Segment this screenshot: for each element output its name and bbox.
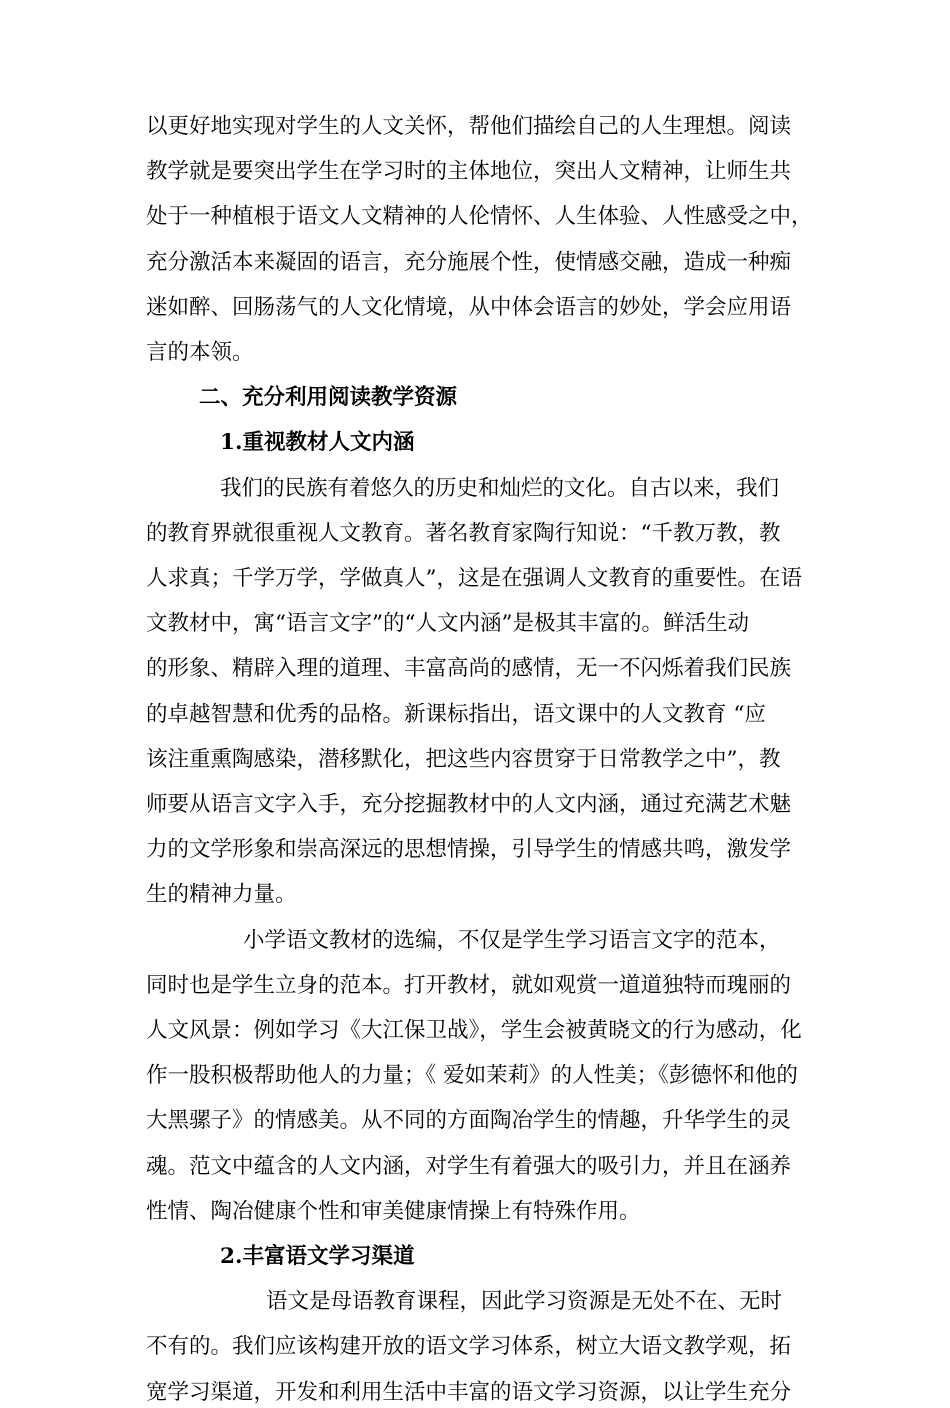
subsection-heading: 1.重视教材人文内涵 bbox=[220, 430, 415, 456]
subsection-heading: 2.丰富语文学习渠道 bbox=[220, 1244, 415, 1269]
paragraph-line: 语文是母语教育课程，因此学习资源是无处不在、无时 bbox=[266, 1289, 783, 1315]
section-heading: 二、充分利用阅读教学资源 bbox=[199, 385, 458, 411]
paragraph-line: 小学语文教材的选编，不仅是学生学习语言文字的范本， bbox=[243, 927, 781, 953]
paragraph-line: 作一股积极帮助他人的力量；《 爱如茉莉》的人性美；《彭德怀和他的 bbox=[146, 1063, 798, 1089]
paragraph-line: 性情、陶冶健康个性和审美健康情操上有特殊作用。 bbox=[146, 1198, 641, 1224]
paragraph-line: 宽学习渠道，开发和利用生活中丰富的语文学习资源，以让学生充分 bbox=[146, 1379, 792, 1405]
paragraph-line: 我们的民族有着悠久的历史和灿烂的文化。自古以来，我们 bbox=[220, 475, 780, 501]
paragraph-line: 魂。范文中蕴含的人文内涵，对学生有着强大的吸引力，并且在涵养 bbox=[146, 1153, 792, 1179]
paragraph-line: 该注重熏陶感染，潜移默化，把这些内容贯穿于日常教学之中”，教 bbox=[146, 746, 781, 772]
paragraph-line: 人文风景：例如学习《大江保卫战》，学生会被黄晓文的行为感动，化 bbox=[146, 1018, 802, 1043]
paragraph-line: 大黑骡子》的情感美。从不同的方面陶冶学生的情趣，升华学生的灵 bbox=[146, 1108, 792, 1134]
paragraph-line: 迷如醉、回肠荡气的人文化情境，从中体会语言的妙处，学会应用语 bbox=[146, 294, 792, 320]
paragraph-line: 以更好地实现对学生的人文关怀，帮他们描绘自己的人生理想。阅读 bbox=[146, 114, 792, 139]
paragraph-line: 人求真；千学万学，学做真人”，这是在强调人文教育的重要性。在语 bbox=[146, 566, 802, 591]
paragraph-line: 力的文学形象和崇高深远的思想情操，引导学生的情感共鸣，激发学 bbox=[146, 837, 792, 863]
paragraph-line: 的卓越智慧和优秀的品格。新课标指出，语文课中的人文教育 “应 bbox=[146, 701, 766, 727]
paragraph-line: 处于一种植根于语文人文精神的人伦情怀、人生体验、人性感受之中， bbox=[146, 204, 813, 230]
paragraph-line: 充分激活本来凝固的语言，充分施展个性，使情感交融，造成一种痴 bbox=[146, 249, 792, 275]
paragraph-line: 言的本领。 bbox=[146, 340, 254, 365]
paragraph-line: 同时也是学生立身的范本。打开教材，就如观赏一道道独特而瑰丽的 bbox=[146, 972, 792, 998]
paragraph-line: 的教育界就很重视人文教育。著名教育家陶行知说：“千教万教，教 bbox=[146, 520, 781, 546]
paragraph-line: 文教材中，寓“语言文字”的“人文内涵”是极其丰富的。鲜活生动 bbox=[146, 611, 749, 637]
paragraph-line: 不有的。我们应该构建开放的语文学习体系，树立大语文教学观，拓 bbox=[146, 1334, 792, 1360]
paragraph-line: 教学就是要突出学生在学习时的主体地位，突出人文精神，让师生共 bbox=[146, 159, 792, 185]
paragraph-line: 师要从语言文字入手，充分挖掘教材中的人文内涵，通过充满艺术魅 bbox=[146, 792, 792, 817]
paragraph-line: 的形象、精辟入理的道理、丰富高尚的感情，无一不闪烁着我们民族 bbox=[146, 656, 792, 682]
paragraph-line: 生的精神力量。 bbox=[146, 882, 297, 908]
